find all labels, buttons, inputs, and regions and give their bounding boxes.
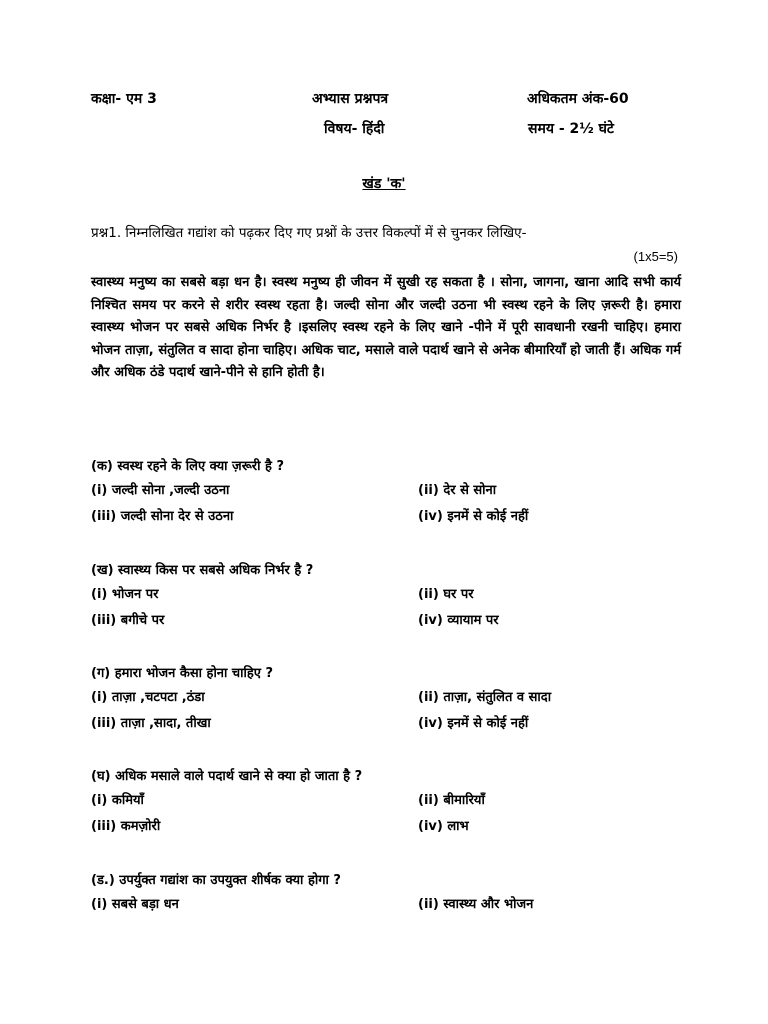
option-iv: (iv) व्यायाम पर: [418, 613, 499, 628]
option-iii: (iii) कमज़ोरी: [91, 819, 161, 834]
option-row: [91, 710, 691, 736]
subject-label: विषय- हिंदी: [324, 121, 385, 137]
question-da: [91, 871, 691, 917]
option-i: (i) कमियाँ: [91, 793, 144, 808]
option-row: [91, 607, 691, 633]
question-kha: [91, 561, 691, 633]
option-ii: (ii) ताज़ा, संतुलित व सादा: [418, 690, 552, 705]
question-text: (घ) अधिक मसाले वाले पदार्थ खाने से क्या हो जाता है ?: [91, 769, 363, 784]
marks-note: (1x5=5): [633, 249, 678, 264]
option-i: (i) जल्दी सोना ,जल्दी उठना: [91, 483, 230, 498]
option-i: (i) सबसे बड़ा धन: [91, 897, 179, 912]
option-iii: (iii) जल्दी सोना देर से उठना: [91, 509, 234, 524]
option-iv: (iv) इनमें से कोई नहीं: [418, 716, 529, 731]
time-label: समय - 2½ घंटे: [528, 121, 614, 137]
class-label: कक्षा- एम 3: [91, 91, 157, 107]
option-ii: (ii) बीमारियाँ: [418, 793, 485, 808]
option-iv: (iv) लाभ: [418, 819, 469, 834]
option-row: [91, 503, 691, 529]
option-ii: (ii) स्वास्थ्य और भोजन: [418, 897, 534, 912]
option-row: [91, 787, 691, 813]
option-iii: (iii) बगीचे पर: [91, 613, 165, 628]
max-marks: अधिकतम अंक-60: [527, 91, 629, 107]
option-row: [91, 891, 691, 917]
option-ii: (ii) देर से सोना: [418, 483, 497, 498]
option-row: [91, 684, 691, 710]
option-row: [91, 813, 691, 839]
option-i: (i) ताज़ा ,चटपटा ,ठंडा: [91, 690, 205, 705]
question-ka: [91, 457, 691, 529]
option-ii: (ii) घर पर: [418, 587, 474, 602]
option-iii: (iii) ताज़ा ,सादा, तीखा: [91, 716, 211, 731]
question-text: (ख) स्वास्थ्य किस पर सबसे अधिक निर्भर है ?: [91, 563, 314, 578]
option-row: [91, 477, 691, 503]
question-text: (ग) हमारा भोजन कैसा होना चाहिए ?: [91, 666, 274, 681]
question-ga: [91, 664, 691, 736]
option-iv: (iv) इनमें से कोई नहीं: [418, 509, 529, 524]
section-title: खंड 'क': [362, 176, 406, 192]
question-instruction: प्रश्न1. निम्नलिखित गद्यांश को पढ़कर दिए गए प्रश्नों के उत्तर विकल्पों में से चुनकर लिखिए-: [91, 225, 527, 241]
question-gha: [91, 767, 691, 839]
paper-title: अभ्यास प्रश्नपत्र: [312, 91, 389, 107]
passage-text: स्वास्थ्य मनुष्य का सबसे बड़ा धन है। स्वस्थ मनुष्य ही जीवन में सुखी रह सकता है । सोना, जागना, खाना आदि सभी कार्य निश्चित समय पर करने से शरीर स्वस्थ रहता है। जल्दी सोना और जल्दी उठना भी स्वस्थ रहने के लिए ज़रूरी है। हमारा स्वास्थ्य भोजन पर सबसे अधिक निर्भर है ।इसलिए स्वस्थ रहने के लिए खाने -पीने में पूरी सावधानी रखनी चाहिए। हमारा भोजन ताज़ा, संतुलित व सादा होना चाहिए। अधिक चाट, मसाले वाले पदार्थ खाने से अनेक बीमारियाँ हो जाती हैं। अधिक गर्म और अधिक ठंडे पदार्थ खाने-पीने से हानि होती है।: [91, 275, 681, 381]
option-row: [91, 581, 691, 607]
question-text: (क) स्वस्थ रहने के लिए क्या ज़रूरी है ?: [91, 459, 284, 474]
option-i: (i) भोजन पर: [91, 587, 159, 602]
question-text: (ड.) उपर्युक्त गद्यांश का उपयुक्त शीर्षक क्या होगा ?: [91, 873, 341, 888]
